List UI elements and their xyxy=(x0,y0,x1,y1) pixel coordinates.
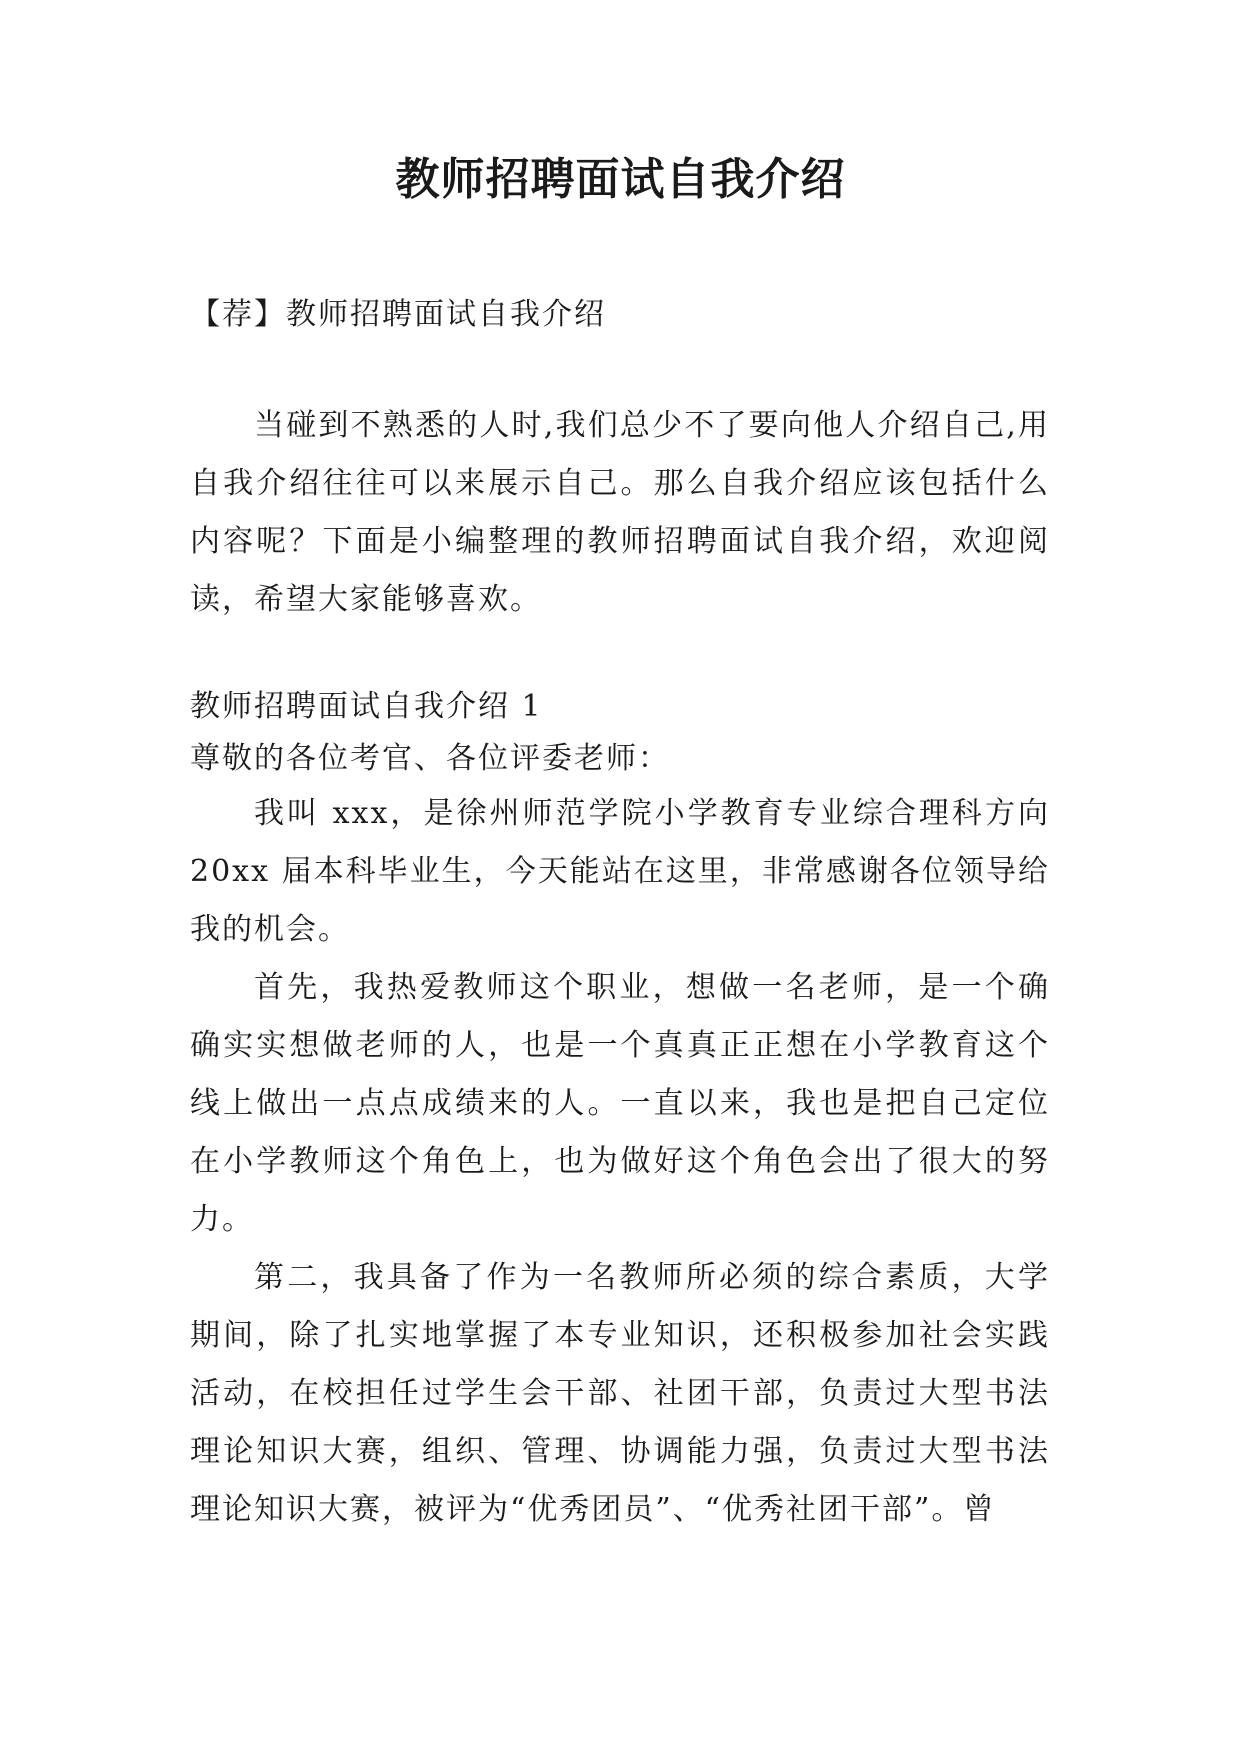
document-title: 教师招聘面试自我介绍 xyxy=(395,154,846,205)
recommend-line: 【荐】教师招聘面试自我介绍 xyxy=(190,297,606,332)
section-title: 教师招聘面试自我介绍 1 xyxy=(190,689,543,724)
body-paragraph-3: 第二，我具备了作为一名教师所必须的综合素质，大学期间，除了扎实地掌握了本专业知识，还积极参加社会实践活动，在校担任过学生会干部、社团干部，负责过大型书法理论知识大赛，组织、管理、协调能力强，负责过大型书法理论知识大赛，被评为“优秀团员”、“优秀社团干部”。曾 xyxy=(190,1260,1050,1527)
intro-paragraph: 当碰到不熟悉的人时,我们总少不了要向他人介绍自己,用自我介绍往往可以来展示自己。那么自我介绍应该包括什么内容呢？下面是小编整理的教师招聘面试自我介绍，欢迎阅读，希望大家能够喜欢。 xyxy=(190,408,1050,617)
document-body xyxy=(190,290,1050,1539)
body-paragraph-2: 首先，我热爱教师这个职业，想做一名老师，是一个确确实实想做老师的人，也是一个真真正正想在小学教育这个线上做出一点点成绩来的人。一直以来，我也是把自己定位在小学教师这个角色上，也为做好这个角色会出了很大的努力。 xyxy=(190,970,1050,1237)
salutation: 尊敬的各位考官、各位评委老师： xyxy=(190,741,670,776)
body-paragraph-1: 我叫 xxx，是徐州师范学院小学教育专业综合理科方向 20xx 届本科毕业生，今天能站在这里，非常感谢各位领导给我的机会。 xyxy=(190,796,1050,947)
